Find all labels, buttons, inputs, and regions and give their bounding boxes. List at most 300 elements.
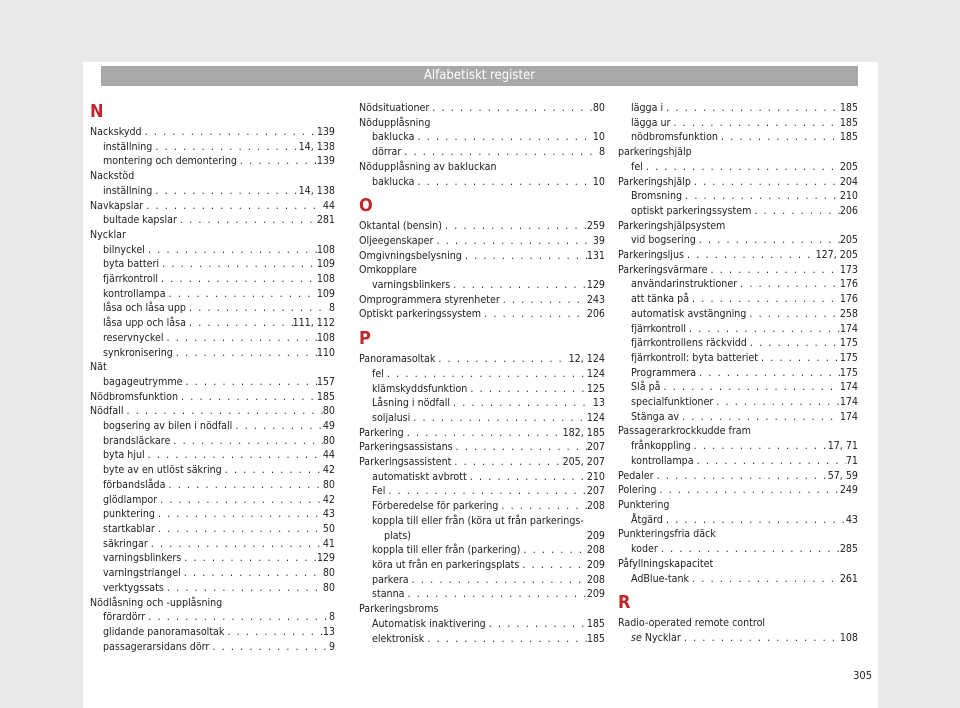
see-reference: se xyxy=(631,631,642,644)
index-entry xyxy=(618,513,858,528)
dot-leader xyxy=(713,395,840,410)
index-entry xyxy=(90,390,335,405)
page-reference[interactable]: 125 xyxy=(586,382,605,395)
entry-term: fel xyxy=(372,367,384,380)
page-reference[interactable]: 175 xyxy=(839,351,858,364)
entry-term: Slå på xyxy=(631,381,661,394)
dot-leader xyxy=(694,454,846,469)
index-entry xyxy=(618,292,858,307)
page-reference[interactable]: 12, 124 xyxy=(568,353,605,366)
entry-term: Navkapslar xyxy=(90,199,144,212)
dot-leader xyxy=(158,272,317,287)
dot-leader xyxy=(747,336,840,351)
entry-term: klämskyddsfunktion xyxy=(372,382,468,395)
dot-leader xyxy=(385,484,586,499)
index-entry xyxy=(90,537,335,552)
dot-leader xyxy=(181,551,317,566)
page-reference[interactable]: 39 xyxy=(592,234,605,247)
page-reference[interactable]: 182, 185 xyxy=(562,426,605,439)
index-entry xyxy=(618,204,858,219)
page-reference[interactable]: 210 xyxy=(586,470,605,483)
dot-leader xyxy=(415,175,593,190)
dot-leader xyxy=(155,522,323,537)
entry-term: AdBlue-tank xyxy=(631,572,690,585)
index-entry xyxy=(359,175,605,190)
index-entry xyxy=(618,454,858,469)
page-reference[interactable]: 139 xyxy=(316,126,335,138)
dot-leader xyxy=(658,542,840,557)
entry-term: Fel xyxy=(372,485,386,498)
entry-term: reservnyckel xyxy=(103,331,164,344)
index-entry xyxy=(359,558,605,573)
entry-term: automatisk avstängning xyxy=(631,307,747,320)
page-reference[interactable]: 8 xyxy=(598,146,605,159)
index-entry xyxy=(359,411,605,426)
page-reference[interactable]: 204 xyxy=(839,175,858,188)
index-entry xyxy=(90,419,335,434)
index-heading: Passagerarkrockkudde fram xyxy=(618,425,751,438)
page-reference[interactable]: 205, 207 xyxy=(562,456,605,469)
dot-leader xyxy=(746,307,839,322)
page-reference[interactable]: 210 xyxy=(839,190,858,203)
entry-term: byte av en utlöst säkring xyxy=(103,464,222,477)
index-entry xyxy=(90,581,335,596)
page-reference[interactable]: 208 xyxy=(586,500,605,513)
index-heading: Påfyllningskapacitet xyxy=(618,557,714,570)
dot-leader xyxy=(663,513,846,528)
entry-term: verktygssats xyxy=(103,581,164,594)
entry-term: lägga i xyxy=(631,102,664,114)
dot-leader xyxy=(682,189,840,204)
page-reference[interactable]: 139 xyxy=(316,155,335,168)
page-reference[interactable]: 259 xyxy=(586,220,605,233)
page-reference[interactable]: 176 xyxy=(839,293,858,306)
dot-leader xyxy=(181,566,323,581)
entry-term: inställning xyxy=(103,140,153,153)
entry-term: koder xyxy=(631,543,658,556)
entry-term: Parkeringsljus xyxy=(618,249,684,262)
entry-term: Stänga av xyxy=(631,410,680,423)
dot-leader xyxy=(442,219,587,234)
index-entry xyxy=(359,573,605,588)
entry-term: Parkeringshjälp xyxy=(618,175,691,188)
page-reference[interactable]: 208 xyxy=(586,544,605,557)
dot-leader xyxy=(696,233,840,248)
entry-term: låsa upp och låsa xyxy=(103,317,186,330)
index-entry xyxy=(359,543,605,558)
entry-term: synkronisering xyxy=(103,346,173,359)
entry-term: Omgivningsbelysning xyxy=(359,249,462,262)
entry-term: startkablar xyxy=(103,522,155,535)
index-entry xyxy=(618,542,858,557)
dot-leader xyxy=(155,507,323,522)
index-entry xyxy=(90,301,335,316)
page-reference[interactable]: 285 xyxy=(839,543,858,556)
page-reference[interactable]: 174 xyxy=(839,381,858,394)
dot-leader xyxy=(404,587,586,602)
index-entry xyxy=(90,566,335,581)
index-entry xyxy=(359,145,605,160)
index-entry xyxy=(90,154,335,169)
dot-leader xyxy=(670,116,839,131)
index-entry xyxy=(90,140,335,155)
dot-leader xyxy=(656,483,839,498)
dot-leader xyxy=(679,410,840,425)
entry-term: varningsblinkers xyxy=(103,552,182,565)
dot-leader xyxy=(751,204,839,219)
page-reference[interactable]: 108 xyxy=(316,331,335,344)
entry-term: Automatisk inaktivering xyxy=(372,617,486,630)
dot-leader xyxy=(170,434,323,449)
page-reference[interactable]: 108 xyxy=(839,631,858,644)
index-entry xyxy=(90,331,335,346)
page-reference[interactable]: 41 xyxy=(322,537,335,550)
entry-term: bogsering av bilen i nödfall xyxy=(103,420,233,433)
page-reference[interactable]: 206 xyxy=(586,308,605,321)
page-reference[interactable]: 80 xyxy=(322,567,335,580)
index-entry xyxy=(90,257,335,272)
index-entry xyxy=(359,307,605,322)
page-reference[interactable]: 207 xyxy=(586,485,605,498)
entry-term: förardörr xyxy=(103,611,146,624)
index-column-3 xyxy=(618,101,858,646)
page-reference[interactable]: 127, 205 xyxy=(815,249,858,262)
index-entry xyxy=(359,219,605,234)
page-reference[interactable]: 185 xyxy=(839,116,858,129)
page-reference[interactable]: 243 xyxy=(586,293,605,306)
index-entry xyxy=(359,352,605,367)
dot-leader xyxy=(696,366,840,381)
index-entry xyxy=(359,249,605,264)
page-reference[interactable]: 185 xyxy=(586,617,605,630)
index-entry xyxy=(618,439,858,454)
entry-term: Nödfall xyxy=(90,405,124,418)
page-reference[interactable]: 80 xyxy=(322,478,335,491)
dot-leader xyxy=(686,322,840,337)
entry-term: bilnyckel xyxy=(103,243,145,256)
page-reference[interactable]: 175 xyxy=(839,337,858,350)
page-reference[interactable]: 108 xyxy=(316,243,335,256)
index-entry xyxy=(618,233,858,248)
entry-term: låsa och låsa upp xyxy=(103,302,186,315)
page-reference[interactable]: 44 xyxy=(322,449,335,462)
entry-term: koppla till eller från (parkering) xyxy=(372,544,521,557)
dot-leader xyxy=(450,396,593,411)
entry-term: specialfunktioner xyxy=(631,396,714,409)
page-reference[interactable]: 124 xyxy=(586,411,605,424)
entry-term: Parkeringsassistent xyxy=(359,456,452,469)
index-heading: parkeringshjälp xyxy=(618,146,692,159)
entry-term: baklucka xyxy=(372,175,415,188)
index-entry xyxy=(618,322,858,337)
entry-term: dörrar xyxy=(372,146,402,159)
dot-leader xyxy=(177,213,317,228)
page-reference[interactable]: 14, 138 xyxy=(298,184,335,197)
dot-leader xyxy=(691,439,828,454)
dot-leader xyxy=(500,293,587,308)
index-entry xyxy=(359,484,605,499)
index-entry xyxy=(90,199,335,214)
page-reference[interactable]: 80 xyxy=(322,581,335,594)
page-reference[interactable]: 49 xyxy=(322,420,335,433)
entry-term: passagerarsidans dörr xyxy=(103,640,210,653)
entry-term: Panoramasoltak xyxy=(359,353,436,366)
page-reference[interactable]: 174 xyxy=(839,396,858,409)
page-reference[interactable]: 110 xyxy=(316,346,335,359)
index-entry xyxy=(618,336,858,351)
entry-term: bultade kapslar xyxy=(103,214,177,227)
index-entry xyxy=(90,640,335,655)
dot-leader xyxy=(450,278,587,293)
page-reference[interactable]: 57, 59 xyxy=(827,469,858,482)
page-header: Alfabetiskt register xyxy=(101,66,858,86)
entry-term: inställning xyxy=(103,184,153,197)
page-reference[interactable]: 43 xyxy=(845,513,858,526)
index-entry xyxy=(359,396,605,411)
index-entry xyxy=(90,404,335,419)
index-heading: Parkeringsbroms xyxy=(359,603,439,616)
entry-term: Bromsning xyxy=(631,190,683,203)
page-reference[interactable]: 10 xyxy=(592,131,605,144)
page-reference[interactable]: 173 xyxy=(839,263,858,276)
page-reference[interactable]: 176 xyxy=(839,278,858,291)
dot-leader xyxy=(424,632,586,647)
page-reference[interactable]: 71 xyxy=(845,454,858,467)
page-reference[interactable]: 14, 138 xyxy=(298,140,335,153)
dot-leader xyxy=(166,287,317,302)
index-entry xyxy=(90,272,335,287)
index-entry xyxy=(90,610,335,625)
page-reference[interactable]: 9 xyxy=(328,640,335,653)
index-entry xyxy=(90,493,335,508)
page-reference[interactable]: 209 xyxy=(586,529,605,542)
entry-term: Nödbromsfunktion xyxy=(90,390,179,403)
entry-term: Pedaler xyxy=(618,469,654,482)
page-reference[interactable]: 209 xyxy=(586,558,605,571)
page-reference[interactable]: 8 xyxy=(328,611,335,624)
dot-leader xyxy=(124,404,323,419)
index-entry xyxy=(359,514,605,543)
index-entry xyxy=(90,243,335,258)
dot-leader xyxy=(462,249,587,264)
dot-leader xyxy=(145,448,323,463)
page-reference[interactable]: 109 xyxy=(316,287,335,300)
dot-leader xyxy=(663,101,840,116)
entry-term: Oktantal (bensin) xyxy=(359,220,442,233)
index-entry xyxy=(359,617,605,632)
page-reference[interactable]: 174 xyxy=(839,410,858,423)
entry-term: Nackskydd xyxy=(90,126,142,138)
entry-term: Polering xyxy=(618,484,657,497)
entry-term: varningstriangel xyxy=(103,567,181,580)
entry-term: Parkeringsvärmare xyxy=(618,263,708,276)
section-letter: O xyxy=(359,195,373,217)
entry-term: brandsläckare xyxy=(103,434,171,447)
page-reference[interactable]: 205 xyxy=(839,160,858,173)
entry-term: Låsning i nödfall xyxy=(372,397,451,410)
page-reference[interactable]: 258 xyxy=(839,307,858,320)
entry-term: koppla till eller från (köra ut från parkerings-plats) xyxy=(372,514,584,542)
page-reference[interactable]: 249 xyxy=(839,484,858,497)
entry-term: byta hjul xyxy=(103,449,145,462)
entry-term: elektronisk xyxy=(372,632,425,645)
index-entry xyxy=(90,346,335,361)
dot-leader xyxy=(451,455,562,470)
page-reference[interactable]: 207 xyxy=(586,441,605,454)
page-reference[interactable]: 174 xyxy=(839,322,858,335)
page-reference[interactable]: 281 xyxy=(316,214,335,227)
dot-leader xyxy=(691,175,840,190)
page-reference[interactable]: 17, 71 xyxy=(827,440,858,453)
entry-term: bagageutrymme xyxy=(103,375,183,388)
page-reference[interactable]: 8 xyxy=(328,302,335,315)
entry-term: Parkeringsassistans xyxy=(359,441,453,454)
index-entry xyxy=(90,316,335,331)
entry-term: Åtgärd xyxy=(631,513,663,526)
entry-term: parkera xyxy=(372,573,409,586)
entry-term: punktering xyxy=(103,508,155,521)
dot-leader xyxy=(143,199,323,214)
index-heading: Omkopplare xyxy=(359,264,417,277)
entry-term: montering och demontering xyxy=(103,155,237,168)
page-reference[interactable]: 185 xyxy=(586,632,605,645)
dot-leader xyxy=(467,470,587,485)
index-entry xyxy=(90,213,335,228)
page-reference[interactable]: 10 xyxy=(592,175,605,188)
dot-leader xyxy=(159,257,317,272)
page-reference[interactable]: 205 xyxy=(839,234,858,247)
page-reference[interactable]: 80 xyxy=(592,102,605,114)
index-heading: Nackstöd xyxy=(90,170,135,183)
page-reference[interactable]: 129 xyxy=(586,279,605,292)
index-entry xyxy=(90,478,335,493)
page-reference[interactable]: 131 xyxy=(586,249,605,262)
index-entry xyxy=(90,522,335,537)
dot-leader xyxy=(481,307,587,322)
dot-leader xyxy=(410,411,587,426)
page-reference[interactable]: 129 xyxy=(316,552,335,565)
index-entry xyxy=(90,125,335,140)
page-reference[interactable]: 108 xyxy=(316,273,335,286)
dot-leader xyxy=(232,419,323,434)
entry-term: Programmera xyxy=(631,366,697,379)
page-reference[interactable]: 261 xyxy=(839,572,858,585)
index-entry xyxy=(359,130,605,145)
index-heading: Nödlåsning och -upplåsning xyxy=(90,596,223,609)
index-entry xyxy=(618,189,858,204)
dot-leader xyxy=(453,440,587,455)
page-reference[interactable]: 185 xyxy=(316,390,335,403)
dot-leader xyxy=(145,243,317,258)
dot-leader xyxy=(182,375,316,390)
index-heading: Nycklar xyxy=(90,228,126,241)
entry-term: förbandslåda xyxy=(103,478,166,491)
index-entry xyxy=(359,278,605,293)
index-entry xyxy=(90,507,335,522)
dot-leader xyxy=(164,331,317,346)
page-reference[interactable]: 42 xyxy=(322,464,335,477)
page-reference[interactable]: 43 xyxy=(322,508,335,521)
page-reference[interactable]: 13 xyxy=(322,625,335,638)
page-reference[interactable]: 80 xyxy=(322,405,335,418)
dot-leader xyxy=(435,352,568,367)
dot-leader xyxy=(684,248,816,263)
dot-leader xyxy=(142,125,317,140)
page-reference[interactable]: 206 xyxy=(839,204,858,217)
entry-term xyxy=(631,631,681,646)
index-entry xyxy=(359,382,605,397)
entry-term: automatiskt avbrott xyxy=(372,470,467,483)
dot-leader xyxy=(708,263,840,278)
dot-leader xyxy=(433,234,592,249)
index-entry xyxy=(90,184,335,199)
index-entry xyxy=(618,248,858,263)
entry-term: glidande panoramasoltak xyxy=(103,625,225,638)
page-reference[interactable]: 157 xyxy=(316,375,335,388)
entry-term: att tänka på xyxy=(631,293,690,306)
page-reference[interactable]: 13 xyxy=(592,397,605,410)
dot-leader xyxy=(186,301,329,316)
index-entry xyxy=(90,448,335,463)
index-entry xyxy=(618,307,858,322)
entry-term: soljalusi xyxy=(372,411,411,424)
page-reference[interactable]: 80 xyxy=(322,434,335,447)
page-reference[interactable]: 109 xyxy=(316,258,335,271)
entry-term: optiskt parkeringssystem xyxy=(631,204,752,217)
entry-term: nödbromsfunktion xyxy=(631,131,718,144)
page-reference[interactable]: 175 xyxy=(839,366,858,379)
page-reference[interactable]: 185 xyxy=(839,102,858,114)
index-entry xyxy=(618,380,858,395)
dot-leader xyxy=(145,610,329,625)
index-entry xyxy=(618,160,858,175)
index-entry xyxy=(618,631,858,646)
index-entry xyxy=(618,101,858,116)
entry-term: Oljeegenskaper xyxy=(359,234,434,247)
dot-leader xyxy=(222,463,323,478)
index-entry xyxy=(618,263,858,278)
entry-term: Parkering xyxy=(359,426,404,439)
index-entry xyxy=(359,499,605,514)
index-entry xyxy=(90,625,335,640)
index-entry xyxy=(618,483,858,498)
dot-leader xyxy=(718,130,840,145)
index-heading: Punktering xyxy=(618,498,670,511)
entry-term: vid bogsering xyxy=(631,234,696,247)
index-entry xyxy=(618,410,858,425)
page-reference[interactable]: 42 xyxy=(322,493,335,506)
entry-term: kontrollampa xyxy=(631,454,694,467)
index-entry xyxy=(359,632,605,647)
page-reference[interactable]: 44 xyxy=(322,199,335,212)
page-reference[interactable]: 209 xyxy=(586,588,605,601)
dot-leader xyxy=(237,154,317,169)
entry-term: säkringar xyxy=(103,537,148,550)
index-entry xyxy=(359,101,605,116)
dot-leader xyxy=(224,625,322,640)
index-entry xyxy=(359,426,605,441)
index-entry xyxy=(90,287,335,302)
dot-leader xyxy=(486,617,587,632)
index-entry xyxy=(618,175,858,190)
page-reference[interactable]: 50 xyxy=(322,522,335,535)
page-reference[interactable]: 111, 112 xyxy=(292,317,335,330)
page-reference[interactable]: 124 xyxy=(586,367,605,380)
entry-term: fjärrkontroll xyxy=(631,322,687,335)
page-reference[interactable]: 208 xyxy=(586,573,605,586)
page-reference[interactable]: 185 xyxy=(839,131,858,144)
dot-leader xyxy=(186,316,293,331)
